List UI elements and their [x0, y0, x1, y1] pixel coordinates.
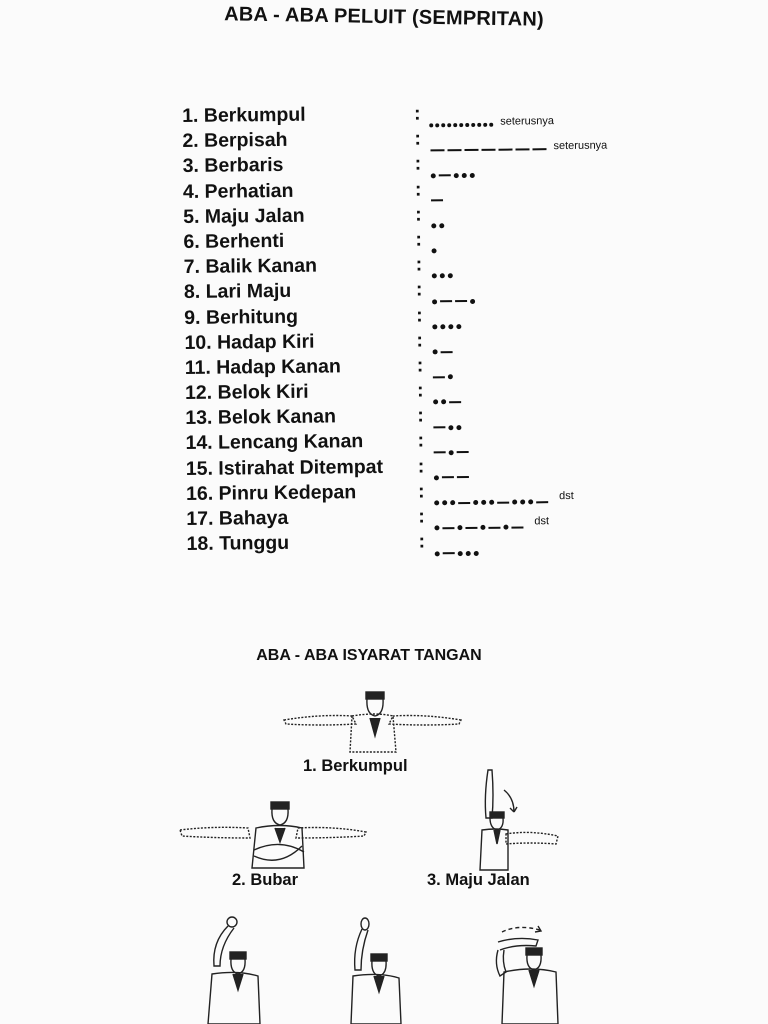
colon-separator: : [418, 505, 425, 528]
raised-hand-figure [345, 914, 415, 1024]
colon-separator: : [414, 127, 421, 150]
whistle-note: seterusnya [500, 115, 555, 128]
whistle-signal-label: 12. Belok Kiri [184, 380, 309, 405]
colon-separator: : [414, 152, 422, 175]
whistle-signal-row [186, 526, 746, 557]
dot-mark [465, 551, 470, 556]
whistle-signal-list [182, 98, 747, 557]
whistle-signal-label: 14. Lencang Kanan [185, 430, 364, 455]
hand-signal-title: ABA - ABA ISYARAT TANGAN [256, 647, 482, 664]
colon-separator: : [415, 253, 423, 276]
whistle-signal-label: 8. Lari Maju [183, 280, 292, 304]
whistle-signal-label: 9. Berhitung [184, 305, 299, 329]
whistle-signal-label: 15. Istirahat Ditempat [185, 455, 384, 480]
whistle-signal-label: 13. Belok Kanan [185, 405, 337, 430]
dot-mark [434, 551, 439, 556]
colon-separator: : [416, 354, 424, 377]
raised-fist-figure [200, 914, 270, 1024]
maju-jalan-figure [470, 766, 565, 874]
whistle-code [433, 540, 480, 565]
dash-mark [442, 552, 454, 554]
dot-mark [473, 550, 478, 555]
whistle-signal-label: 4. Perhatian [182, 179, 294, 203]
colon-separator: : [414, 178, 422, 201]
page-title: ABA - ABA PELUIT (SEMPRITAN) [224, 3, 545, 31]
bubar-figure [178, 798, 368, 870]
colon-separator: : [418, 530, 426, 553]
whistle-note: dst [534, 515, 550, 528]
dot-mark [457, 551, 462, 556]
colon-separator: : [416, 303, 423, 327]
colon-separator: : [417, 404, 424, 427]
caption-berkumpul: 1. Berkumpul [303, 757, 408, 775]
whistle-signal-label: 2. Berpisah [182, 129, 288, 153]
colon-separator: : [415, 228, 423, 251]
whistle-signal-label: 6. Berhenti [183, 229, 285, 253]
berkumpul-figure [280, 686, 465, 756]
caption-bubar: 2. Bubar [232, 871, 299, 889]
whistle-signal-label: 17. Bahaya [186, 506, 289, 530]
caption-maju-jalan: 3. Maju Jalan [427, 871, 530, 889]
whistle-note: seterusnya [553, 139, 608, 153]
colon-separator: : [417, 480, 425, 503]
whistle-signal-label: 3. Berbaris [182, 154, 284, 178]
whistle-note: dst [559, 489, 574, 502]
colon-separator: : [415, 278, 423, 301]
colon-separator: : [416, 329, 424, 352]
colon-separator: : [417, 429, 425, 452]
colon-separator: : [415, 203, 422, 226]
hand-over-head-figure [488, 920, 573, 1024]
whistle-signal-label: 18. Tunggu [186, 532, 290, 556]
colon-separator: : [416, 379, 424, 402]
whistle-signal-label: 1. Berkumpul [182, 103, 306, 127]
whistle-signal-label: 11. Hadap Kanan [184, 355, 341, 379]
whistle-signal-label: 10. Hadap Kiri [184, 330, 315, 354]
whistle-signal-label: 7. Balik Kanan [183, 254, 318, 279]
whistle-signal-label: 5. Maju Jalan [183, 204, 305, 228]
colon-separator: : [417, 455, 425, 478]
whistle-signal-label: 16. Pinru Kedepan [185, 481, 357, 505]
colon-separator: : [413, 102, 421, 125]
